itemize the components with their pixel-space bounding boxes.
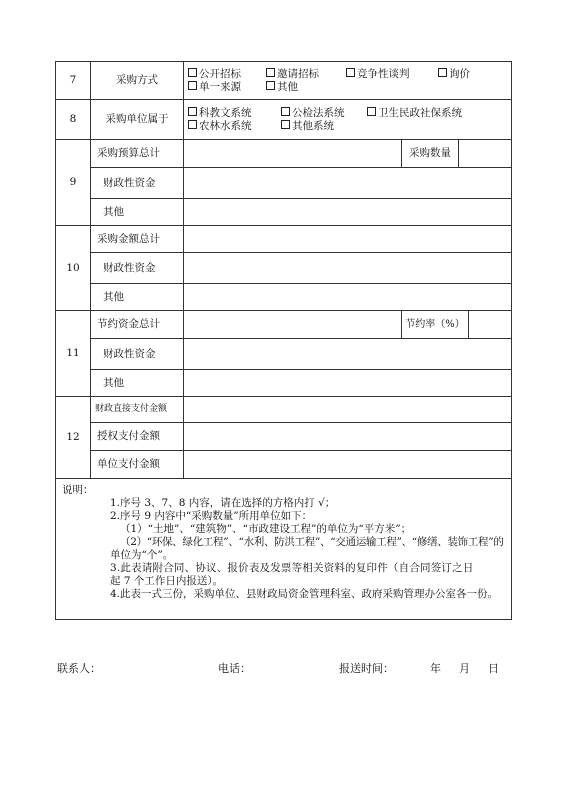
budget-fiscal-field[interactable] bbox=[184, 168, 512, 199]
checkbox[interactable] bbox=[188, 81, 197, 90]
option-single-source[interactable]: 单一来源 bbox=[188, 81, 266, 94]
savings-other-label: 其他 bbox=[91, 370, 184, 397]
year-label: 年 bbox=[430, 662, 441, 675]
row-number: 9 bbox=[56, 140, 91, 226]
option-public-security-law[interactable]: 公检法系统 bbox=[281, 107, 367, 120]
option-competitive-negotiation[interactable]: 竞争性谈判 bbox=[346, 68, 438, 81]
savings-rate-field[interactable] bbox=[469, 311, 511, 338]
savings-total-label: 节约资金总计 bbox=[91, 311, 184, 339]
row-number: 12 bbox=[56, 397, 91, 479]
direct-payment-field[interactable] bbox=[184, 397, 512, 423]
savings-fiscal-label: 财政性资金 bbox=[91, 339, 184, 370]
budget-total-label: 采购预算总计 bbox=[91, 140, 184, 168]
row-9-fiscal bbox=[56, 168, 512, 199]
note-2a: （1）“土地”、“建筑物”、“市政建设工程”的单位为“平方米”； bbox=[120, 523, 412, 535]
option-health-civil-social[interactable]: 卫生民政社保系统 bbox=[367, 107, 462, 120]
option-agri-forestry-water[interactable]: 农林水系统 bbox=[188, 120, 281, 133]
note-3: 3.此表请附合同、协议、报价表及发票等相关资料的复印件（自合同签订之日 bbox=[110, 562, 474, 574]
authorized-payment-label: 授权支付金额 bbox=[91, 423, 184, 451]
row-9-other bbox=[56, 199, 512, 226]
amount-fiscal-label: 财政性资金 bbox=[91, 253, 184, 284]
savings-fiscal-field[interactable] bbox=[184, 339, 512, 370]
checkbox[interactable] bbox=[346, 68, 355, 77]
direct-payment-label: 财政直接支付金额 bbox=[91, 397, 184, 423]
note-3-cont: 起 7 个工作日内报送）。 bbox=[110, 575, 224, 587]
option-other-system[interactable]: 其他系统 bbox=[281, 120, 334, 133]
option-open-tender[interactable]: 公开招标 bbox=[188, 68, 266, 81]
checkbox[interactable] bbox=[281, 107, 290, 116]
row-11-other bbox=[56, 370, 512, 397]
amount-total-field[interactable] bbox=[184, 226, 512, 253]
row-10-other bbox=[56, 284, 512, 311]
procurement-method-label: 采购方式 bbox=[91, 62, 184, 100]
budget-fiscal-label: 财政性资金 bbox=[91, 168, 184, 199]
budget-other-label: 其他 bbox=[91, 199, 184, 226]
procurement-method-options bbox=[184, 62, 512, 100]
note-2: 2.序号 9 内容中“采购数量”所用单位如下： bbox=[110, 510, 313, 522]
option-inquiry[interactable]: 询价 bbox=[438, 68, 470, 81]
row-11-fiscal bbox=[56, 339, 512, 370]
option-science-edu-culture[interactable]: 科教文系统 bbox=[188, 107, 281, 120]
savings-total-field[interactable] bbox=[184, 311, 402, 339]
row-12-direct bbox=[56, 397, 512, 423]
day-label: 日 bbox=[488, 662, 499, 675]
budget-total-field[interactable] bbox=[184, 140, 402, 168]
unit-category-options bbox=[184, 100, 512, 140]
amount-other-label: 其他 bbox=[91, 284, 184, 311]
row-number: 10 bbox=[56, 226, 91, 311]
row-10-fiscal bbox=[56, 253, 512, 284]
row-8 bbox=[56, 100, 512, 140]
checkbox[interactable] bbox=[266, 68, 275, 77]
row-number: 11 bbox=[56, 311, 91, 397]
notes-cell bbox=[56, 479, 512, 620]
savings-rate-label: 节约率（%） bbox=[402, 311, 469, 338]
checkbox[interactable] bbox=[188, 107, 197, 116]
row-9-total bbox=[56, 140, 512, 168]
submit-time-label: 报送时间： bbox=[339, 662, 394, 675]
note-2b: （2）“环保、绿化工程”、“水利、防洪工程”、“交通运输工程”、“修缮、装饰工程”的 bbox=[120, 536, 504, 548]
row-number: 7 bbox=[56, 62, 91, 100]
amount-total-label: 采购金额总计 bbox=[91, 226, 184, 253]
row-7 bbox=[56, 62, 512, 100]
note-4: 4.此表一式三份，采购单位、县财政局资金管理科室、政府采购管理办公室各一份。 bbox=[110, 588, 499, 600]
checkbox[interactable] bbox=[188, 120, 197, 129]
unit-category-label: 采购单位属于 bbox=[91, 100, 184, 140]
budget-other-field[interactable] bbox=[184, 199, 512, 226]
row-12-unit bbox=[56, 451, 512, 479]
amount-fiscal-field[interactable] bbox=[184, 253, 512, 284]
row-11-total bbox=[56, 311, 512, 339]
checkbox[interactable] bbox=[367, 107, 376, 116]
authorized-payment-field[interactable] bbox=[184, 423, 512, 451]
quantity-label: 采购数量 bbox=[402, 140, 459, 167]
checkbox[interactable] bbox=[266, 81, 275, 90]
month-label: 月 bbox=[459, 662, 470, 675]
notes-title: 说明： bbox=[62, 484, 94, 496]
checkbox[interactable] bbox=[438, 68, 447, 77]
phone-label: 电话： bbox=[218, 662, 251, 675]
quantity-field[interactable] bbox=[459, 140, 511, 167]
note-2b-cont: 单位为“个”。 bbox=[110, 549, 174, 561]
checkbox[interactable] bbox=[188, 68, 197, 77]
unit-payment-field[interactable] bbox=[184, 451, 512, 479]
row-10-total bbox=[56, 226, 512, 253]
amount-other-field[interactable] bbox=[184, 284, 512, 311]
contact-label: 联系人： bbox=[57, 662, 101, 675]
note-1: 1.序号 3、7、8 内容，请在选择的方格内打 √； bbox=[110, 497, 336, 509]
procurement-report-table bbox=[55, 61, 512, 620]
notes-row bbox=[56, 479, 512, 620]
option-other-method[interactable]: 其他 bbox=[266, 81, 298, 94]
row-number: 8 bbox=[56, 100, 91, 140]
unit-payment-label: 单位支付金额 bbox=[91, 451, 184, 479]
option-invited-tender[interactable]: 邀请招标 bbox=[266, 68, 346, 81]
row-12-authorized bbox=[56, 423, 512, 451]
checkbox[interactable] bbox=[281, 120, 290, 129]
savings-other-field[interactable] bbox=[184, 370, 512, 397]
